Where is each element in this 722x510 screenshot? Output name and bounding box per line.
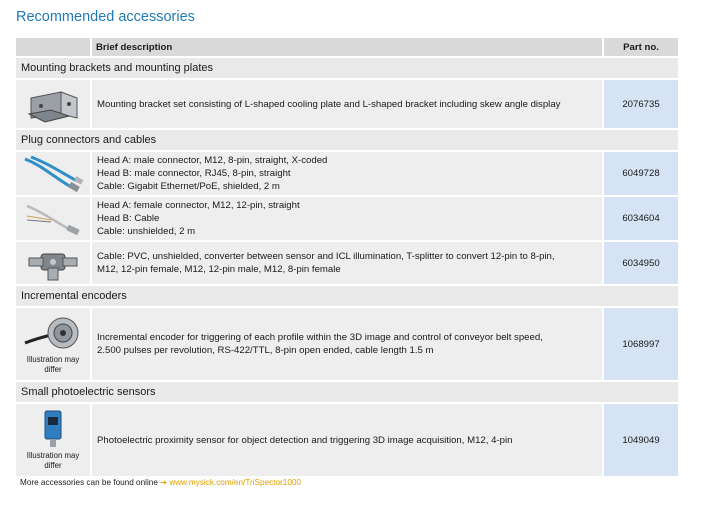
footer-note xyxy=(20,477,301,487)
description-line: Cable: Gigabit Ethernet/PoE, shielded, 2 m xyxy=(97,181,280,192)
row-description xyxy=(92,80,602,128)
arrow-icon: ➔ xyxy=(160,478,168,487)
blue-cable-icon xyxy=(16,152,92,195)
description-line: Cable: PVC, unshielded, converter between sensor and ICL illumination, T-splitter to convert 12-pin to 8-pin, xyxy=(97,251,555,262)
image-column-header xyxy=(16,38,92,56)
part-number: 1068997 xyxy=(602,308,678,380)
page-title: Recommended accessories xyxy=(16,9,195,25)
photoelectric-sensor-icon xyxy=(21,409,85,449)
row-description xyxy=(92,404,602,476)
row-description xyxy=(92,308,602,380)
section-title: Plug connectors and cables xyxy=(16,130,678,150)
table-row xyxy=(16,197,678,240)
illustration-note: Illustration may differ xyxy=(26,355,80,374)
table-header-row xyxy=(16,38,678,56)
section-row xyxy=(16,382,678,402)
section-row xyxy=(16,286,678,306)
part-number: 2076735 xyxy=(602,80,678,128)
description-line: Photoelectric proximity sensor for object detection and triggering 3D image acquisition, M12, 4-pin xyxy=(97,434,513,446)
row-description xyxy=(92,152,602,195)
row-description xyxy=(92,197,602,240)
description-line: Head B: Cable xyxy=(97,213,160,224)
description-line: Cable: unshielded, 2 m xyxy=(97,226,196,237)
part-number: 1049049 xyxy=(602,404,678,476)
table-row xyxy=(16,308,678,380)
description-line: Head B: male connector, RJ45, 8-pin, straight xyxy=(97,168,291,179)
footer-text: More accessories can be found online xyxy=(20,478,161,487)
table-row xyxy=(16,404,678,476)
description-column-header: Brief description xyxy=(92,38,602,56)
section-title: Mounting brackets and mounting plates xyxy=(16,58,678,78)
accessories-table xyxy=(16,36,678,478)
part-number: 6049728 xyxy=(602,152,678,195)
description-line: 2.500 pulses per revolution, RS-422/TTL, 8-pin open ended, cable length 1.5 m xyxy=(97,345,434,356)
encoder-cell xyxy=(16,308,92,380)
encoder-icon xyxy=(21,313,85,353)
sensor-cell xyxy=(16,404,92,476)
illustration-note: Illustration may differ xyxy=(26,451,80,470)
t-splitter-icon xyxy=(16,242,92,284)
description-line: Head A: female connector, M12, 12-pin, straight xyxy=(97,200,300,211)
description-line: M12, 12-pin female, M12, 12-pin male, M12, 8-pin female xyxy=(97,264,341,275)
section-title: Incremental encoders xyxy=(16,286,678,306)
description-line: Incremental encoder for triggering of each profile within the 3D image and control of conveyor belt speed, xyxy=(97,332,543,343)
section-title: Small photoelectric sensors xyxy=(16,382,678,402)
part-number: 6034604 xyxy=(602,197,678,240)
section-row xyxy=(16,130,678,150)
description-line: Head A: male connector, M12, 8-pin, straight, X-coded xyxy=(97,155,328,166)
table-row xyxy=(16,242,678,284)
part-no-column-header: Part no. xyxy=(602,38,678,56)
accessories-link[interactable]: www.mysick.com/en/TriSpector1000 xyxy=(169,478,301,487)
description-line: Mounting bracket set consisting of L-shaped cooling plate and L-shaped bracket including skew angle display xyxy=(97,98,561,110)
table-row xyxy=(16,152,678,195)
table-row xyxy=(16,80,678,128)
open-end-cable-icon xyxy=(16,197,92,240)
part-number: 6034950 xyxy=(602,242,678,284)
row-description xyxy=(92,242,602,284)
mounting-bracket-icon xyxy=(16,80,92,128)
section-row xyxy=(16,58,678,78)
